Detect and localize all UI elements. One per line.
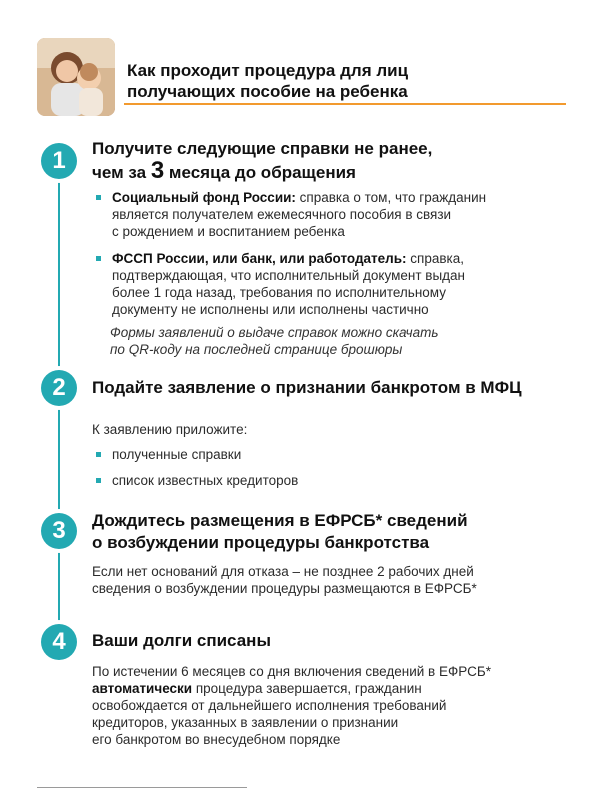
step-1-note	[110, 324, 438, 358]
step-4-title: Ваши долги списаны	[92, 631, 271, 650]
item-source: ФССП России, или банк, или работодатель:	[112, 251, 407, 266]
step-3-title	[92, 510, 468, 554]
footer-divider	[37, 787, 247, 788]
step-3-text-line-2: сведения о возбуждении процедуры размещаются в ЕФРСБ*	[92, 581, 477, 596]
step-1-badge: 1	[41, 143, 77, 179]
step-1-title-line-2	[92, 157, 432, 184]
step-1-title-pre: чем за	[92, 163, 151, 182]
note-line-2: по QR-коду на последней странице брошюры	[110, 342, 403, 357]
item-text: полученные справки	[112, 447, 242, 462]
note-line-1: Формы заявлений о выдаче справок можно скачать	[110, 325, 439, 340]
page-title	[127, 60, 408, 102]
title-line-2: получающих пособие на ребенка	[127, 82, 408, 101]
step-4-badge: 4	[41, 624, 77, 660]
item-text: подтверждающая, что исполнительный документ выдан	[112, 268, 465, 283]
list-item	[96, 250, 566, 318]
step-4-text-line-1: По истечении 6 месяцев со дня включения сведений в ЕФРСБ*	[92, 664, 491, 679]
item-text: с рождением и воспитанием ребенка	[112, 224, 345, 239]
bullet-marker	[96, 478, 101, 483]
step-3-text-line-1: Если нет оснований для отказа – не позднее 2 рабочих дней	[92, 564, 474, 579]
step-4-text-line-2-rest: процедура завершается, гражданин	[192, 681, 422, 696]
item-text: документу не исполнены или исполнены частично	[112, 302, 429, 317]
step-1-title	[92, 138, 432, 184]
title-line-1: Как проходит процедура для лиц	[127, 61, 409, 80]
bullet-marker	[96, 195, 101, 200]
step-3-badge: 3	[41, 513, 77, 549]
step-2-list	[96, 446, 566, 499]
step-4-text-line-3: освобождается от дальнейшего исполнения требований	[92, 698, 447, 713]
mother-child-photo	[37, 38, 115, 116]
step-4-text-line-4: кредиторов, указанных в заявлении о признании	[92, 715, 399, 730]
step-2-title: Подайте заявление о признании банкротом в МФЦ	[92, 378, 522, 397]
step-1-list	[96, 189, 566, 328]
step-4-text-line-5: его банкротом во внесудебном порядке	[92, 732, 341, 747]
step-3-text	[92, 563, 562, 597]
step-4-bold-word: автоматически	[92, 681, 193, 696]
timeline-line	[58, 160, 60, 660]
list-item	[96, 472, 566, 489]
item-text: является получателем ежемесячного пособия в связи	[112, 207, 452, 222]
item-text: список известных кредиторов	[112, 473, 299, 488]
step-4-text-line-2	[92, 680, 562, 697]
header-divider	[124, 103, 566, 105]
list-item	[96, 189, 566, 240]
bullet-marker	[96, 256, 101, 261]
item-text: более 1 года назад, требования по исполнительному	[112, 285, 446, 300]
step-1-title-line-1: Получите следующие справки не ранее,	[92, 139, 433, 158]
step-3-title-line-1: Дождитесь размещения в ЕФРСБ* сведений	[92, 511, 468, 530]
step-2-badge: 2	[41, 370, 77, 406]
bullet-marker	[96, 452, 101, 457]
step-1-title-number: 3	[150, 157, 165, 184]
step-1-title-post: месяца до обращения	[164, 163, 356, 182]
item-text: справка,	[406, 251, 464, 266]
mother-child-illustration	[37, 38, 115, 116]
item-text: справка о том, что гражданин	[295, 190, 487, 205]
item-source: Социальный фонд России:	[112, 190, 296, 205]
list-item	[96, 446, 566, 463]
step-4-text	[92, 663, 562, 748]
step-2-intro: К заявлению приложите:	[92, 422, 248, 437]
step-3-title-line-2: о возбуждении процедуры банкротства	[92, 533, 430, 552]
